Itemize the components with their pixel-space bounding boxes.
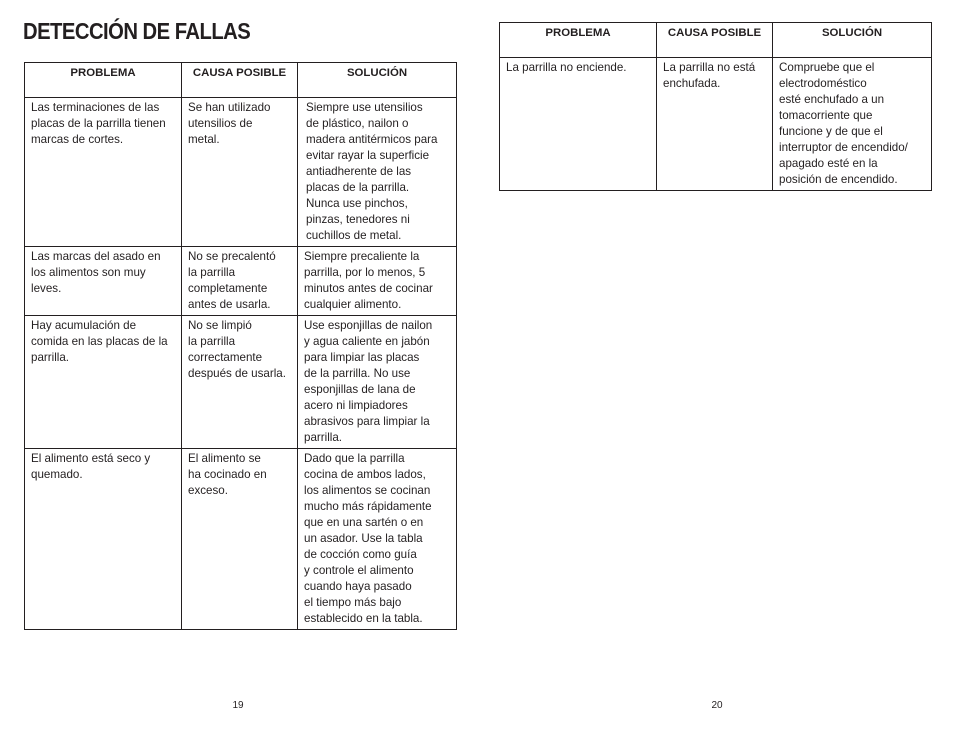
header-cause: CAUSA POSIBLE <box>182 63 298 98</box>
cell-problem <box>25 98 182 247</box>
cell-text: No se precalentó la parrilla completamente antes de usarla. <box>188 250 276 311</box>
table-row <box>500 58 932 191</box>
cell-text: Las terminaciones de las placas de la parrilla tienen marcas de cortes. <box>31 101 166 146</box>
page-number: 20 <box>711 700 723 711</box>
troubleshooting-table-left <box>24 62 457 630</box>
table-row <box>25 316 457 449</box>
table-row <box>25 98 457 247</box>
header-solution: SOLUCIÓN <box>773 23 932 58</box>
cell-text: Se han utilizado utensilios de metal. <box>188 101 271 146</box>
cell-text: Siempre use utensilios de plástico, nailon o madera antitérmicos para evitar rayar la superficie antiadherente de las placas de la parrilla. Nunca use pinchos, pinzas, tenedores ni cuchillos de metal. <box>306 101 438 242</box>
cell-cause <box>182 449 298 630</box>
troubleshooting-table-right <box>499 22 932 191</box>
cell-cause <box>182 98 298 247</box>
table-header-row <box>500 23 932 58</box>
cell-text: Hay acumulación de comida en las placas de la parrilla. <box>31 319 168 364</box>
cell-text: Use esponjillas de nailon y agua caliente en jabón para limpiar las placas de la parrilla. No use esponjillas de lana de acero ni limpiadores abrasivos para limpiar la parrilla. <box>304 319 433 444</box>
cell-text: La parrilla no enciende. <box>506 61 627 74</box>
cell-text: El alimento se ha cocinado en exceso. <box>188 452 267 497</box>
cell-cause <box>657 58 773 191</box>
header-solution: SOLUCIÓN <box>298 63 457 98</box>
header-cause: CAUSA POSIBLE <box>657 23 773 58</box>
cell-problem <box>500 58 657 191</box>
header-problem: PROBLEMA <box>500 23 657 58</box>
cell-text: No se limpió la parrilla correctamente después de usarla. <box>188 319 286 380</box>
cell-text: La parrilla no está enchufada. <box>663 61 756 90</box>
table-header-row <box>25 63 457 98</box>
table-row <box>25 247 457 316</box>
cell-text: Compruebe que el electrodoméstico esté enchufado a un tomacorriente que funcione y de que el interruptor de encendido/ apagado esté en la posición de encendido. <box>779 61 908 186</box>
cell-problem <box>25 316 182 449</box>
cell-solution <box>773 58 932 191</box>
cell-solution <box>298 449 457 630</box>
cell-solution <box>298 247 457 316</box>
table-row <box>25 449 457 630</box>
cell-text: Las marcas del asado en los alimentos son muy leves. <box>31 250 161 295</box>
cell-text: Dado que la parrilla cocina de ambos lados, los alimentos se cocinan mucho más rápidamente que en una sartén o en un asador. Use la tabla de cocción como guía y controle el alimento cuando haya pasado el tiempo más bajo establecido en la tabla. <box>304 452 432 625</box>
header-problem: PROBLEMA <box>25 63 182 98</box>
cell-problem <box>25 449 182 630</box>
page-number: 19 <box>232 700 244 711</box>
cell-problem <box>25 247 182 316</box>
cell-cause <box>182 247 298 316</box>
cell-text: Siempre precaliente la parrilla, por lo menos, 5 minutos antes de cocinar cualquier alimento. <box>304 250 433 311</box>
cell-cause <box>182 316 298 449</box>
cell-solution <box>298 98 457 247</box>
cell-text: El alimento está seco y quemado. <box>31 452 151 481</box>
cell-solution <box>298 316 457 449</box>
page-title: DETECCIÓN DE FALLAS <box>23 18 251 44</box>
